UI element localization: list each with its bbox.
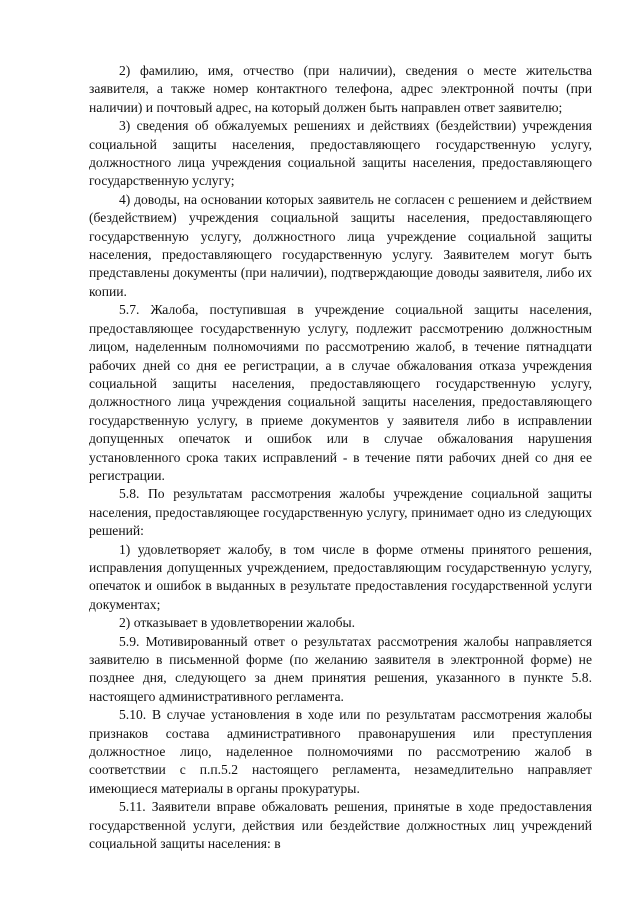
document-page bbox=[89, 62, 592, 853]
paragraph-5-10: 5.10. В случае установления в ходе или по результатам рассмотрения жалобы признаков состава административного правонарушения или преступления должностное лицо, наделенное полномочиями по рассмотрению жалоб в соответствии с п.п.5.2 настоящего регламента, незамедлительно направляет имеющиеся материалы в органы прокуратуры. bbox=[89, 707, 592, 796]
paragraph-item-2: 2) фамилию, имя, отчество (при наличии), сведения о месте жительства заявителя, а также номер контактного телефона, адрес электронной почты (при наличии) и почтовый адрес, на который должен быть направлен ответ заявителю; bbox=[89, 63, 592, 115]
paragraph-5-7: 5.7. Жалоба, поступившая в учреждение социальной защиты населения, предоставляющее государственную услугу, подлежит рассмотрению должностным лицом, наделенным полномочиями по рассмотрению жалоб, в течение пятнадцати рабочих дней со дня ее регистрации, а в случае обжалования отказа учреждения социальной защиты населения, предоставляющего государственную услугу, должностного лица учреждения социальной защиты населения, предоставляющего государственную услугу, в приеме документов у заявителя либо в исправлении допущенных опечаток и ошибок или в случае обжалования нарушения установленного срока таких исправлений - в течение пяти рабочих дней со дня ее регистрации. bbox=[89, 302, 592, 483]
paragraph-5-8-item-1: 1) удовлетворяет жалобу, в том числе в форме отмены принятого решения, исправления допущенных учреждением, предоставляющим государственную услугу, опечаток и ошибок в выданных в результате предоставления государственной услуги документах; bbox=[89, 541, 592, 612]
paragraph-item-3: 3) сведения об обжалуемых решениях и действиях (бездействии) учреждения социальной защиты населения, предоставляющего государственную услугу, должностного лица учреждения социальной защиты населения, предоставляющего государственную услугу; bbox=[89, 118, 592, 189]
paragraph-5-11: 5.11. Заявители вправе обжаловать решения, принятые в ходе предоставления государственной услуги, действия или бездействие должностных лиц учреждений социальной защиты населения: в bbox=[89, 799, 592, 852]
paragraph-5-8-item-2: 2) отказывает в удовлетворении жалобы. bbox=[119, 615, 356, 631]
paragraph-item-4: 4) доводы, на основании которых заявитель не согласен с решением и действием (бездействием) учреждения социальной защиты населения, предоставляющего государственную услугу, должностного лица учреждение социальной защиты населения, предоставляющего государственную услугу. Заявителем могут быть представлены документы (при наличии), подтверждающие доводы заявителя, либо их копии. bbox=[89, 191, 592, 299]
paragraph-5-8: 5.8. По результатам рассмотрения жалобы учреждение социальной защиты населения, предоставляющее государственную услугу, принимает одно из следующих решений: bbox=[89, 486, 592, 539]
paragraph-5-9: 5.9. Мотивированный ответ о результатах рассмотрения жалобы направляется заявителю в письменной форме (по желанию заявителя в электронной форме) не позднее дня, следующего за днем принятия решения, указанного в пункте 5.8. настоящего административного регламента. bbox=[89, 633, 592, 704]
